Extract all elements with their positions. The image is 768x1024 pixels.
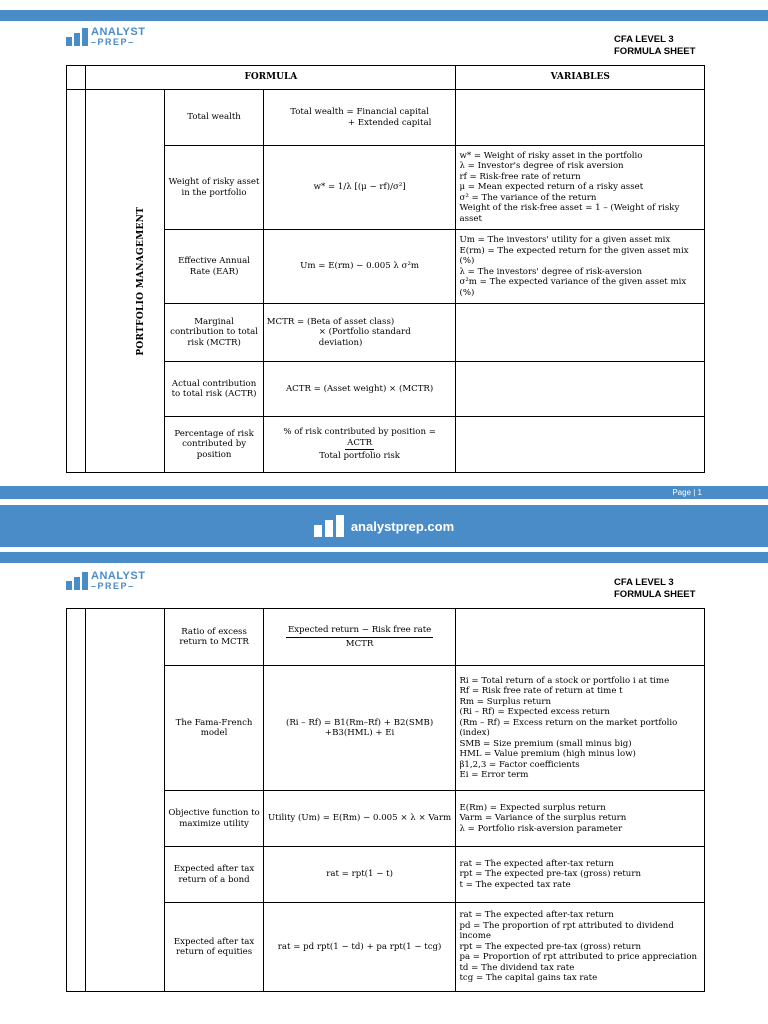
row-vars xyxy=(456,417,705,473)
row-vars xyxy=(456,847,705,903)
row-name: Effective Annual Rate (EAR) xyxy=(165,230,263,304)
var-line: (%) xyxy=(459,256,475,266)
fraction-numerator: Expected return − Risk free rate xyxy=(286,625,433,638)
var-line: rpt = The expected pre-tax (gross) return xyxy=(459,869,641,880)
row-vars xyxy=(456,791,705,847)
brand-band xyxy=(0,505,768,547)
row-formula xyxy=(263,609,456,666)
formula-line: (Ri – Rf) = B1(Rm–Rf) + B2(SMB) xyxy=(285,717,434,728)
header-line1: CFA LEVEL 3 xyxy=(614,577,674,588)
fraction xyxy=(286,625,433,649)
var-line: β1,2,3 = Factor coefficients xyxy=(459,759,580,770)
var-line: (%) xyxy=(459,287,475,298)
var-line: w* = Weight of risky asset in the portfolio xyxy=(459,150,643,161)
var-line: Rf = Risk free rate of return at time t xyxy=(459,686,623,696)
var-line: λ = The investors' degree of risk-aversion xyxy=(459,266,643,277)
var-line: λ = Investor's degree of risk aversion xyxy=(459,161,624,172)
row-name: The Fama-French model xyxy=(165,666,263,791)
formula-line: MCTR = (Beta of asset class) xyxy=(266,316,395,327)
logo-line1: ANALYST xyxy=(91,570,146,582)
fraction-numerator: ACTR xyxy=(345,438,374,451)
var-line: td = The dividend tax rate xyxy=(459,962,575,973)
fraction-denominator: Total portfolio risk xyxy=(319,451,400,462)
formula-line: + Extended capital xyxy=(347,117,432,128)
var-line: Rm = Surplus return xyxy=(459,696,552,707)
analystprep-logo-page2 xyxy=(66,571,145,591)
logo-bars-icon xyxy=(66,28,88,46)
var-line: μ = Mean expected return of a risky asset xyxy=(459,182,644,193)
header-line1: CFA LEVEL 3 xyxy=(614,34,674,45)
row-vars xyxy=(456,90,705,146)
section-label: PORTFOLIO MANAGEMENT xyxy=(136,206,147,356)
page-footer-strip xyxy=(0,486,768,499)
row-formula: Um = E(rm) − 0.005 λ σ²m xyxy=(263,230,456,304)
logo-bars-icon xyxy=(66,572,88,590)
var-line: tcg = The capital gains tax rate xyxy=(459,973,598,984)
var-line: rpt = The expected pre-tax (gross) return xyxy=(459,941,641,952)
var-line: rat = The expected after-tax return xyxy=(459,858,614,869)
formula-table-page1 xyxy=(66,65,705,473)
formula-table-page2 xyxy=(66,608,705,992)
var-line: rat = The expected after-tax return xyxy=(459,910,614,921)
formula-line: % of risk contributed by position = xyxy=(283,427,436,438)
var-line: Ri = Total return of a stock or portfolio i at time xyxy=(459,675,670,686)
row-formula: rat = rpt(1 − t) xyxy=(263,847,456,903)
row-vars xyxy=(456,666,705,791)
var-line: σ² = The variance of the return xyxy=(459,192,597,203)
row-vars xyxy=(456,230,705,304)
var-line: E(Rm) = Expected surplus return xyxy=(459,802,606,813)
page2-top-accent-bar xyxy=(0,552,768,563)
var-line: pa = Proportion of rpt attributed to price appreciation xyxy=(459,952,698,963)
blank-subcolumn xyxy=(86,90,165,473)
var-line: rf = Risk-free rate of return xyxy=(459,171,581,182)
formula-line: × (Portfolio standard deviation) xyxy=(318,327,411,348)
row-name: Percentage of risk contributed by position xyxy=(165,417,263,473)
row-formula: Utility (Um) = E(Rm) − 0.005 × λ × Varm xyxy=(263,791,456,847)
analystprep-logo xyxy=(66,27,145,47)
logo-line1: ANALYST xyxy=(91,26,146,38)
row-name: Total wealth xyxy=(165,90,263,146)
row-name: Weight of risky asset in the portfolio xyxy=(165,146,263,230)
var-line: Weight of the risk-free asset = 1 – (Weight of risky xyxy=(459,203,680,214)
var-line: income xyxy=(459,931,491,942)
row-formula: rat = pd rpt(1 − td) + pa rpt(1 − tcg) xyxy=(263,903,456,992)
formula-line: +B3(HML) + Ei xyxy=(324,728,395,738)
row-name: Marginal contribution to total risk (MCTR) xyxy=(165,304,263,362)
row-formula: w* = 1/λ [(μ − rf)/σ²] xyxy=(263,146,456,230)
var-line: HML = Value premium (high minus low) xyxy=(459,749,636,759)
var-line: SMB = Size premium (small minus big) xyxy=(459,738,632,749)
brand-bars-icon xyxy=(314,515,344,537)
page-header xyxy=(614,34,695,58)
section-label-cell xyxy=(67,90,147,473)
row-formula xyxy=(263,417,456,473)
row-formula: ACTR = (Asset weight) × (MCTR) xyxy=(263,362,456,417)
var-line: Um = The investors' utility for a given asset mix xyxy=(459,235,671,245)
row-vars xyxy=(456,304,705,362)
top-accent-bar xyxy=(0,10,768,21)
var-line: Ei = Error term xyxy=(459,770,529,780)
var-line: pd = The proportion of rpt attributed to dividend xyxy=(459,920,674,931)
var-line: λ = Portfolio risk-aversion parameter xyxy=(459,823,623,834)
row-vars xyxy=(456,903,705,992)
fraction-denominator: MCTR xyxy=(345,638,374,649)
row-name: Expected after tax return of a bond xyxy=(165,847,263,903)
header-blank xyxy=(67,66,86,90)
brand-url: analystprep.com xyxy=(350,518,455,534)
header-formula: FORMULA xyxy=(86,66,456,90)
row-formula xyxy=(263,666,456,791)
page-number: Page | 1 xyxy=(672,488,702,497)
formula-line: Total wealth = Financial capital xyxy=(290,107,430,117)
header-line2: FORMULA SHEET xyxy=(614,589,696,600)
var-line: t = The expected tax rate xyxy=(459,879,571,890)
blank-side-column xyxy=(67,609,86,992)
row-vars xyxy=(456,609,705,666)
logo-line2: –PREP– xyxy=(91,581,135,591)
row-name: Ratio of excess return to MCTR xyxy=(165,609,263,666)
var-line: (Ri – Rf) = Expected excess return xyxy=(459,707,610,717)
var-line: (index) xyxy=(459,728,490,738)
var-line: σ²m = The expected variance of the given asset mix xyxy=(459,277,687,287)
fraction xyxy=(319,438,400,462)
header-line2: FORMULA SHEET xyxy=(614,46,696,57)
row-name: Expected after tax return of equities xyxy=(165,903,263,992)
row-name: Objective function to maximize utility xyxy=(165,791,263,847)
page2-header xyxy=(614,577,695,601)
row-formula xyxy=(263,90,456,146)
logo-line2: –PREP– xyxy=(91,37,135,47)
header-variables: VARIABLES xyxy=(456,66,705,90)
var-line: Varm = Variance of the surplus return xyxy=(459,813,627,824)
var-line: (Rm – Rf) = Excess return on the market portfolio xyxy=(459,717,678,728)
row-name: Actual contribution to total risk (ACTR) xyxy=(165,362,263,417)
var-line: asset xyxy=(459,213,482,224)
row-vars xyxy=(456,146,705,230)
var-line: E(rm) = The expected return for the given asset mix xyxy=(459,245,689,256)
row-vars xyxy=(456,362,705,417)
row-formula xyxy=(263,304,456,362)
blank-subcolumn xyxy=(86,609,165,992)
